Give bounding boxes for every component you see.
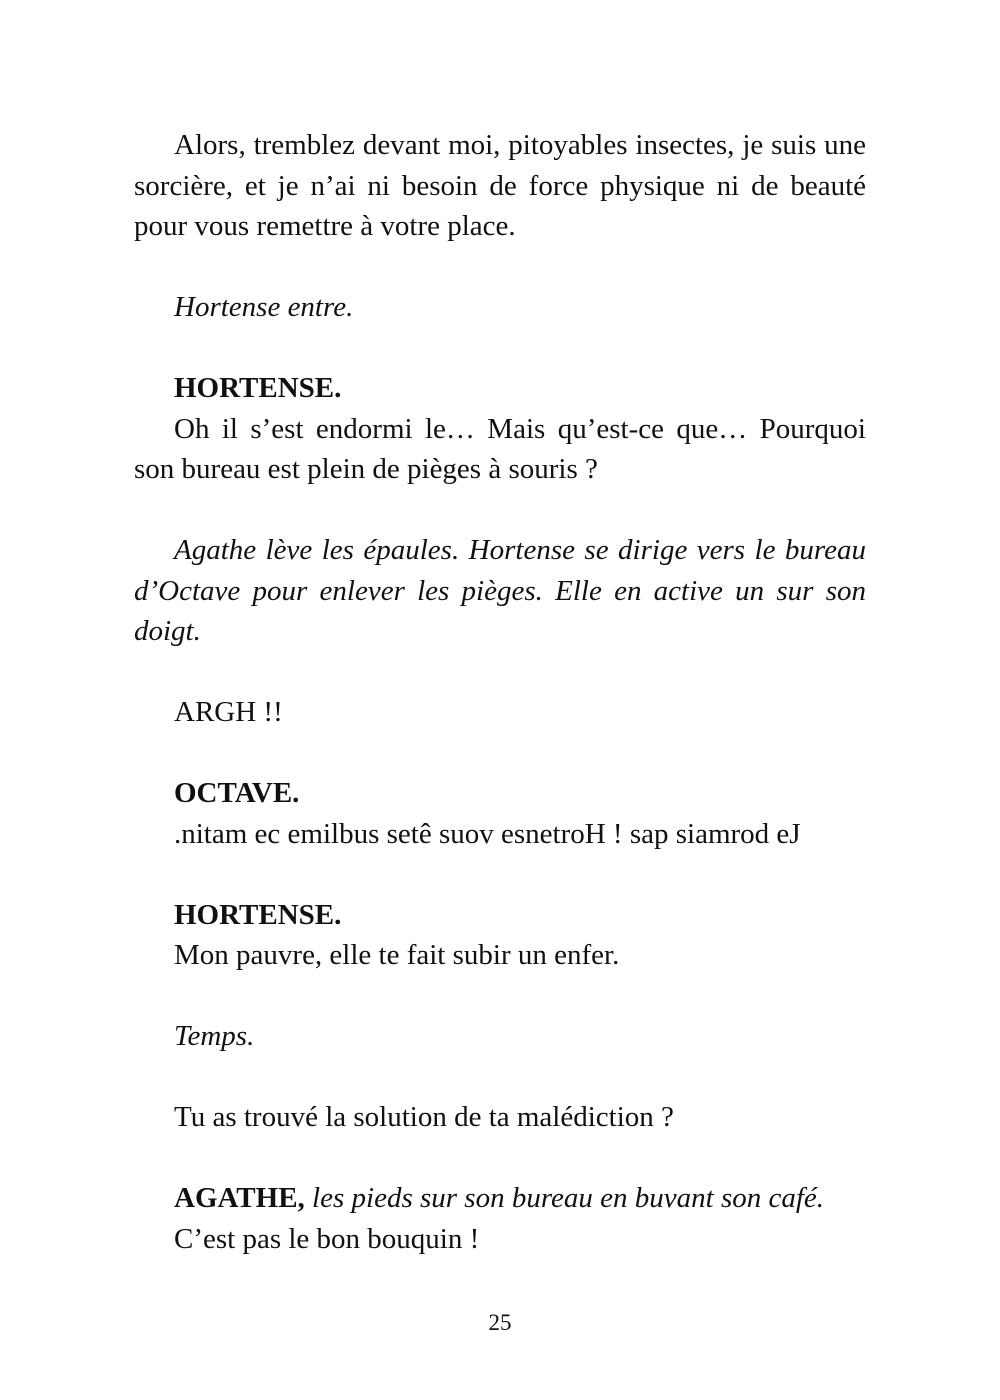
dialogue-line: ARGH !! [174, 696, 283, 728]
character-cue [134, 1178, 866, 1219]
page-number: 25 [488, 1310, 512, 1335]
stage-direction: Hortense entre. [174, 291, 354, 323]
stage-direction: Temps. [174, 1020, 255, 1052]
dialogue-line: Mon pauvre, elle te fait subir un enfer. [174, 939, 620, 971]
play-page-text [134, 125, 866, 1259]
stage-direction: les pieds sur son bureau en buvant son café. [312, 1182, 825, 1214]
character-name: AGATHE, [174, 1182, 305, 1214]
character-name: HORTENSE. [174, 898, 342, 931]
character-name: HORTENSE. [174, 372, 342, 404]
dialogue-line: .nitam ec emilbus setê suov esnetroH ! sap siamrod eJ [174, 817, 801, 850]
dialogue-line: Oh il s’est endormi le… Mais qu’est-ce que… Pourquoi son bureau est plein de pièges à souris ? [134, 412, 866, 485]
monologue-paragraph: Alors, tremblez devant moi, pitoyables insectes, je suis une sorcière, et je n’ai ni besoin de force physique ni de beauté pour vous remettre à votre place. [134, 129, 866, 242]
character-name: OCTAVE. [174, 777, 300, 809]
dialogue-line: C’est pas le bon bouquin ! [174, 1222, 480, 1255]
stage-direction: Agathe lève les épaules. Hortense se dirige vers le bureau d’Octave pour enlever les pièges. Elle en active un sur son doigt. [134, 534, 866, 647]
dialogue-line: Tu as trouvé la solution de ta malédiction ? [174, 1101, 674, 1133]
